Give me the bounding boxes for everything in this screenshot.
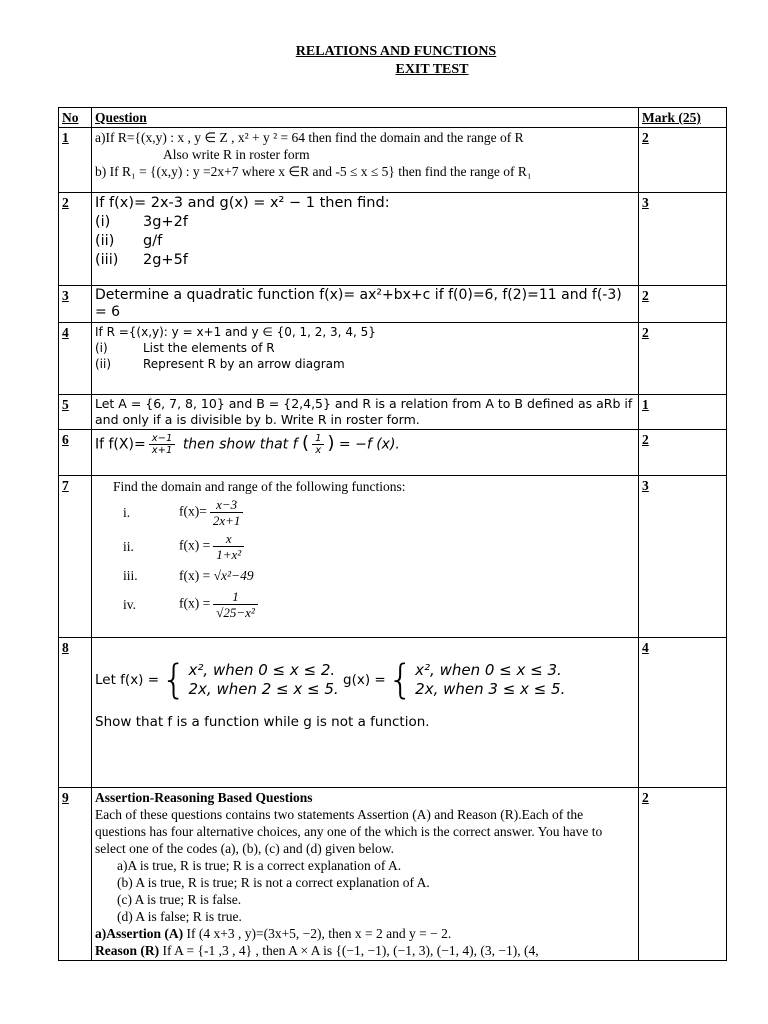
q2-item	[95, 251, 635, 270]
q5-line-1: Let A = {6, 7, 8, 10} and B = {2,4,5} and R is a relation from A to B defined as aRb if	[95, 396, 633, 411]
q7-item	[123, 495, 635, 529]
question-text	[92, 286, 639, 323]
q7-fraction	[213, 589, 258, 620]
q2-item-label: (i)	[95, 214, 111, 230]
question-text	[92, 476, 639, 638]
q7-item-label: i.	[123, 504, 131, 520]
question-text	[92, 193, 639, 286]
q2-stem: If f(x)= 2x-3 and g(x) = x² − 1 then find:	[95, 195, 390, 211]
q6-arg-den: x	[315, 445, 322, 456]
question-mark: 2	[639, 128, 727, 193]
q6-arg-num: 1	[312, 433, 324, 445]
question-number: 2	[59, 193, 92, 286]
question-mark: 2	[639, 323, 727, 395]
q2-item	[95, 232, 635, 251]
q7-item-lhs: f(x) =	[179, 537, 211, 553]
question-row-3	[59, 286, 727, 323]
question-text	[92, 128, 639, 193]
q9-intro: Each of these questions contains two statements Assertion (A) and Reason (R).Each of the questions has four alternative choices, any one of the which is the correct answer. You have to select one of the codes (a), (b), (c) and (d) given below.	[95, 807, 603, 856]
question-mark: 4	[639, 638, 727, 788]
q9-assertion-label: a)Assertion (A)	[95, 926, 184, 941]
q4-item-label: (ii)	[95, 357, 112, 371]
question-mark: 2	[639, 788, 727, 961]
q8-conclusion: Show that f is a function while g is not a function.	[95, 714, 430, 730]
q7-item-lhs: f(x) =	[179, 595, 211, 611]
question-text: If f(X)= $\frac{x-1}{x+1}$ then show that f ( $\frac{1}{x}$ ) = −f (x).	[92, 430, 639, 476]
q8-f-case-2: 2x, when 2 ≤ x ≤ 5.	[188, 680, 339, 698]
q4-item	[95, 340, 635, 356]
header-row	[59, 108, 727, 128]
q5-line-2: and only if a is divisible by b. Write R in roster form.	[95, 412, 420, 427]
q6-prefix: If f(X)=	[95, 436, 146, 453]
q1-part-b: b) If R₁ = {(x,y) : y =2x+7 where x ∈R and -5 ≤ x ≤ 5} then find the range of R₁	[95, 164, 532, 179]
question-number: 9	[59, 788, 92, 961]
q9-option: a)A is true, R is true; R is a correct explanation of A.	[117, 858, 402, 873]
q6-result-lhs: f	[292, 436, 298, 453]
q7-denominator: 1+x²	[216, 546, 242, 562]
q8-g-definition	[343, 657, 566, 703]
q9-reason	[95, 942, 635, 959]
q7-item	[123, 563, 635, 587]
q2-item-label: (ii)	[95, 233, 115, 249]
q7-denominator: 2x+1	[212, 512, 241, 528]
q9-reason-label: Reason (R)	[95, 943, 160, 958]
q6-numerator: x−1	[149, 433, 176, 445]
question-mark: 2	[639, 430, 727, 476]
q2-item	[95, 213, 635, 232]
q7-denominator: √25−x²	[216, 604, 255, 620]
question-table	[58, 107, 727, 961]
header-question: Question	[92, 108, 639, 128]
q7-stem: Find the domain and range of the following functions:	[113, 479, 406, 494]
q4-item-label: (i)	[95, 341, 108, 355]
q7-item-label: iii.	[123, 567, 138, 583]
q2-item-text: 2g+5f	[143, 252, 188, 268]
question-number: 8	[59, 638, 92, 788]
q2-item-text: 3g+2f	[143, 214, 188, 230]
question-text	[92, 788, 639, 961]
q7-item	[123, 587, 635, 621]
question-row-7	[59, 476, 727, 638]
question-row-4	[59, 323, 727, 395]
question-number: 4	[59, 323, 92, 395]
page-title: RELATIONS AND FUNCTIONS	[295, 44, 497, 59]
q9-reason-text: If A = {-1 ,3 , 4} , then A × A is {(−1, −1), (−1, 3), (−1, 4), (3, −1), (4,	[159, 943, 539, 958]
q9-assertion-text: If (4 x+3 , y)=(3x+5, −2), then x = 2 and y = − 2.	[183, 926, 452, 941]
q7-item-lhs: f(x) =	[179, 567, 211, 583]
question-row-6	[59, 430, 727, 476]
question-number: 1	[59, 128, 92, 193]
question-mark: 3	[639, 476, 727, 638]
q6-denominator: x+1	[151, 445, 173, 456]
q9-heading: Assertion-Reasoning Based Questions	[95, 790, 313, 805]
q7-fraction	[213, 531, 244, 562]
question-row-5	[59, 395, 727, 430]
q8-g-case-1: x², when 0 ≤ x ≤ 3.	[415, 661, 562, 679]
question-mark: 1	[639, 395, 727, 430]
question-number: 5	[59, 395, 92, 430]
question-row-9	[59, 788, 727, 961]
q4-item-text: List the elements of R	[143, 341, 275, 355]
q4-item-text: Represent R by an arrow diagram	[143, 357, 345, 371]
question-text	[92, 323, 639, 395]
question-row-2	[59, 193, 727, 286]
page-subtitle: EXIT TEST	[395, 62, 469, 77]
question-mark: 3	[639, 193, 727, 286]
q8-f-lhs: Let f(x) =	[95, 671, 160, 688]
q9-option: (b) A is true, R is true; R is not a correct explanation of A.	[117, 875, 430, 890]
question-row-1	[59, 128, 727, 193]
q2-item-text: g/f	[143, 233, 163, 249]
question-row-8	[59, 638, 727, 788]
q8-g-case-2: 2x, when 3 ≤ x ≤ 5.	[415, 680, 566, 698]
brace-icon: {	[161, 657, 187, 703]
q9-option: (d) A is false; R is true.	[117, 909, 242, 924]
question-number: 3	[59, 286, 92, 323]
question-text	[92, 395, 639, 430]
q4-stem: If R ={(x,y): y = x+1 and y ∈ {0, 1, 2, 3, 4, 5}	[95, 325, 376, 339]
question-mark: 2	[639, 286, 727, 323]
q3-text: Determine a quadratic function f(x)= ax²+bx+c if f(0)=6, f(2)=11 and f(-3) = 6	[95, 287, 622, 320]
q7-numerator: x−3	[210, 497, 244, 513]
header-mark: Mark (25)	[639, 108, 727, 128]
q7-fraction	[210, 497, 244, 528]
question-number: 7	[59, 476, 92, 638]
question-number: 6	[59, 430, 92, 476]
q7-expression: √x²−49	[213, 567, 254, 583]
q7-item-label: iv.	[123, 596, 136, 612]
brace-icon: {	[387, 657, 414, 703]
q2-item-label: (iii)	[95, 252, 119, 268]
q4-item	[95, 356, 635, 372]
q9-assertion	[95, 925, 635, 942]
q8-f-definition	[95, 657, 339, 703]
q7-item-lhs: f(x)=	[179, 503, 207, 519]
question-text	[92, 638, 639, 788]
q7-numerator: x	[213, 531, 244, 547]
q7-numerator: 1	[213, 589, 258, 605]
q1-part-a: a)If R={(x,y) : x , y ∈ Z , x² + y ² = 64 then find the domain and the range of R	[95, 130, 524, 145]
q6-mid: then show that	[182, 436, 289, 453]
header-no: No	[59, 108, 92, 128]
q7-item-label: ii.	[123, 538, 134, 554]
q6-result-rhs: = −f (x).	[338, 436, 400, 453]
q7-item	[123, 529, 635, 563]
q9-option: (c) A is true; R is false.	[117, 892, 242, 907]
q8-g-lhs: g(x) =	[343, 671, 386, 688]
q1-part-a-cont: Also write R in roster form	[163, 147, 310, 162]
q6-fraction	[149, 433, 176, 456]
q6-arg-fraction	[312, 433, 324, 456]
q8-f-case-1: x², when 0 ≤ x ≤ 2.	[188, 661, 336, 679]
